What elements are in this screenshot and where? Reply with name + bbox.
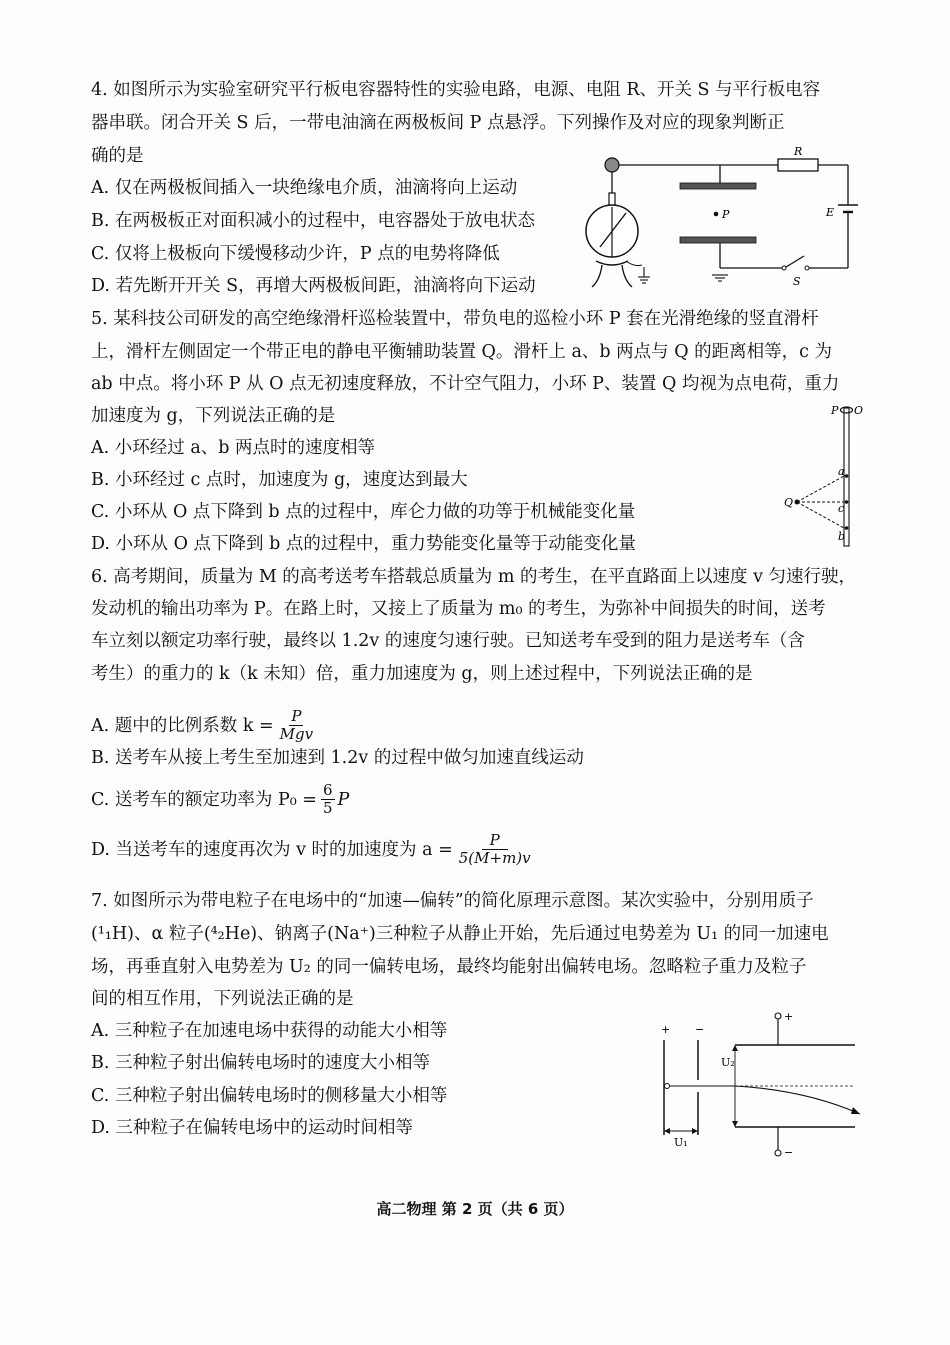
point-c-label: c	[838, 502, 845, 515]
q5-stem-line-2: 上，滑杆左侧固定一个带正电的静电平衡辅助装置 Q。滑杆上 a、b 两点与 Q 的距离相等，c 为	[91, 342, 833, 362]
q5-stem-line-3: ab 中点。将小环 P 从 O 点无初速度释放，不计空气阻力，小环 P、装置 Q 均视为点电荷，重力	[91, 374, 840, 394]
q6-option-c-text: C. 送考车的额定功率为 P₀ =	[91, 789, 317, 810]
q5-option-c: C. 小环从 O 点下降到 b 点的过程中，库仑力做的功等于机械能变化量	[91, 502, 636, 522]
u1-label: U₁	[674, 1136, 688, 1149]
battery-e-label: E	[826, 206, 835, 219]
q5-stem-line-4: 加速度为 g，下列说法正确的是	[91, 406, 336, 426]
q6-stem-line-3: 车立刻以额定功率行驶，最终以 1.2v 的速度匀速行驶。已知送考车受到的阻力是送考车（含	[91, 631, 805, 651]
ring-p-label: P	[831, 404, 839, 417]
q6-option-c	[91, 782, 349, 817]
q4-option-b: B. 在两极板正对面积减小的过程中，电容器处于放电状态	[91, 211, 535, 231]
q4-option-d: D. 若先断开开关 S，再增大两极板间距，油滴将向下运动	[91, 276, 536, 296]
q6-option-c-denominator: 5	[322, 799, 333, 817]
point-p-label: P	[722, 208, 730, 221]
q7-option-a: A. 三种粒子在加速电场中获得的动能大小相等	[91, 1021, 448, 1041]
point-a-label: a	[838, 465, 845, 478]
point-b-label: b	[838, 530, 846, 543]
q6-option-a	[91, 708, 315, 743]
q6-option-b: B. 送考车从接上考生至加速到 1.2v 的过程中做匀加速直线运动	[91, 748, 584, 768]
sliding-rod-figure	[778, 400, 868, 550]
point-o-label: O	[854, 404, 864, 417]
charge-q-label: Q	[784, 496, 794, 509]
q7-stem-line-3: 场，再垂直射入电势差为 U₂ 的同一偏转电场，最终均能射出偏转电场。忽略粒子重力及粒子	[91, 957, 807, 977]
q6-stem-line-2: 发动机的输出功率为 P。在路上时，又接上了质量为 m₀ 的考生，为弥补中间损失的时间，送考	[91, 599, 826, 619]
q6-option-c-fraction	[321, 782, 335, 817]
q5-stem-line-1: 5. 某科技公司研发的高空绝缘滑杆巡检装置中，带负电的巡检小环 P 套在光滑绝缘的竖直滑杆	[91, 309, 819, 329]
switch-s-label: S	[793, 275, 801, 288]
q6-stem-line-4: 考生）的重力的 k（k 未知）倍，重力加速度为 g，则上述过程中，下列说法正确的是	[91, 664, 753, 684]
q6-option-c-numerator: 6	[322, 781, 333, 799]
q6-option-d-fraction	[457, 832, 533, 867]
q4-stem-line-2: 器串联。闭合开关 S 后，一带电油滴在两极板间 P 点悬浮。下列操作及对应的现象判断正	[91, 113, 785, 133]
deflect-plus-label: +	[784, 1010, 794, 1023]
q7-option-c: C. 三种粒子射出偏转电场时的侧移量大小相等	[91, 1086, 448, 1106]
q7-option-b: B. 三种粒子射出偏转电场时的速度大小相等	[91, 1053, 430, 1073]
q6-option-a-text: A. 题中的比例系数 k =	[91, 715, 274, 736]
q7-stem-line-2: (¹₁H)、α 粒子(⁴₂He)、钠离子(Na⁺)三种粒子从静止开始，先后通过电势差为 U₁ 的同一加速电	[91, 924, 829, 944]
q5-option-a: A. 小环经过 a、b 两点时的速度相等	[91, 438, 376, 458]
q7-option-d: D. 三种粒子在偏转电场中的运动时间相等	[91, 1118, 414, 1138]
accel-minus-label: −	[695, 1023, 705, 1036]
resistor-r-label: R	[794, 145, 803, 158]
q7-stem-line-1: 7. 如图所示为带电粒子在电场中的“加速—偏转”的简化原理示意图。某次实验中，分别用质子	[91, 891, 814, 911]
q4-option-c: C. 仅将上极板向下缓慢移动少许，P 点的电势将降低	[91, 244, 500, 264]
deflect-minus-label: −	[784, 1146, 794, 1158]
q6-stem-line-1: 6. 高考期间，质量为 M 的高考送考车搭载总质量为 m 的考生，在平直路面上以速度 v 匀速行驶，	[91, 567, 857, 587]
q5-option-d: D. 小环从 O 点下降到 b 点的过程中，重力势能变化量等于动能变化量	[91, 534, 636, 554]
q4-stem-line-1: 4. 如图所示为实验室研究平行板电容器特性的实验电路，电源、电阻 R、开关 S 与平行板电容	[91, 80, 821, 100]
u2-label: U₂	[721, 1056, 735, 1069]
q7-stem-line-4: 间的相互作用，下列说法正确的是	[91, 989, 354, 1009]
q6-option-d	[91, 832, 533, 867]
accel-plus-label: +	[661, 1023, 671, 1036]
q6-option-d-text: D. 当送考车的速度再次为 v 时的加速度为 a =	[91, 839, 453, 860]
capacitor-circuit-figure	[582, 145, 862, 295]
page-footer: 高二物理 第 2 页（共 6 页）	[376, 1200, 574, 1218]
q6-option-a-denominator: Mgv	[279, 725, 314, 743]
q5-option-b: B. 小环经过 c 点时，加速度为 g，速度达到最大	[91, 470, 468, 490]
q6-option-c-suffix: P	[337, 789, 350, 810]
q6-option-a-fraction	[278, 708, 315, 743]
q4-stem-line-3: 确的是	[91, 146, 144, 166]
q4-option-a: A. 仅在两极板间插入一块绝缘电介质，油滴将向上运动	[91, 178, 518, 198]
q6-option-d-numerator: P	[482, 832, 508, 850]
q6-option-d-denominator: 5(M+m)v	[458, 849, 531, 867]
accelerate-deflect-figure	[655, 1010, 870, 1158]
q6-option-a-numerator: P	[291, 707, 302, 725]
